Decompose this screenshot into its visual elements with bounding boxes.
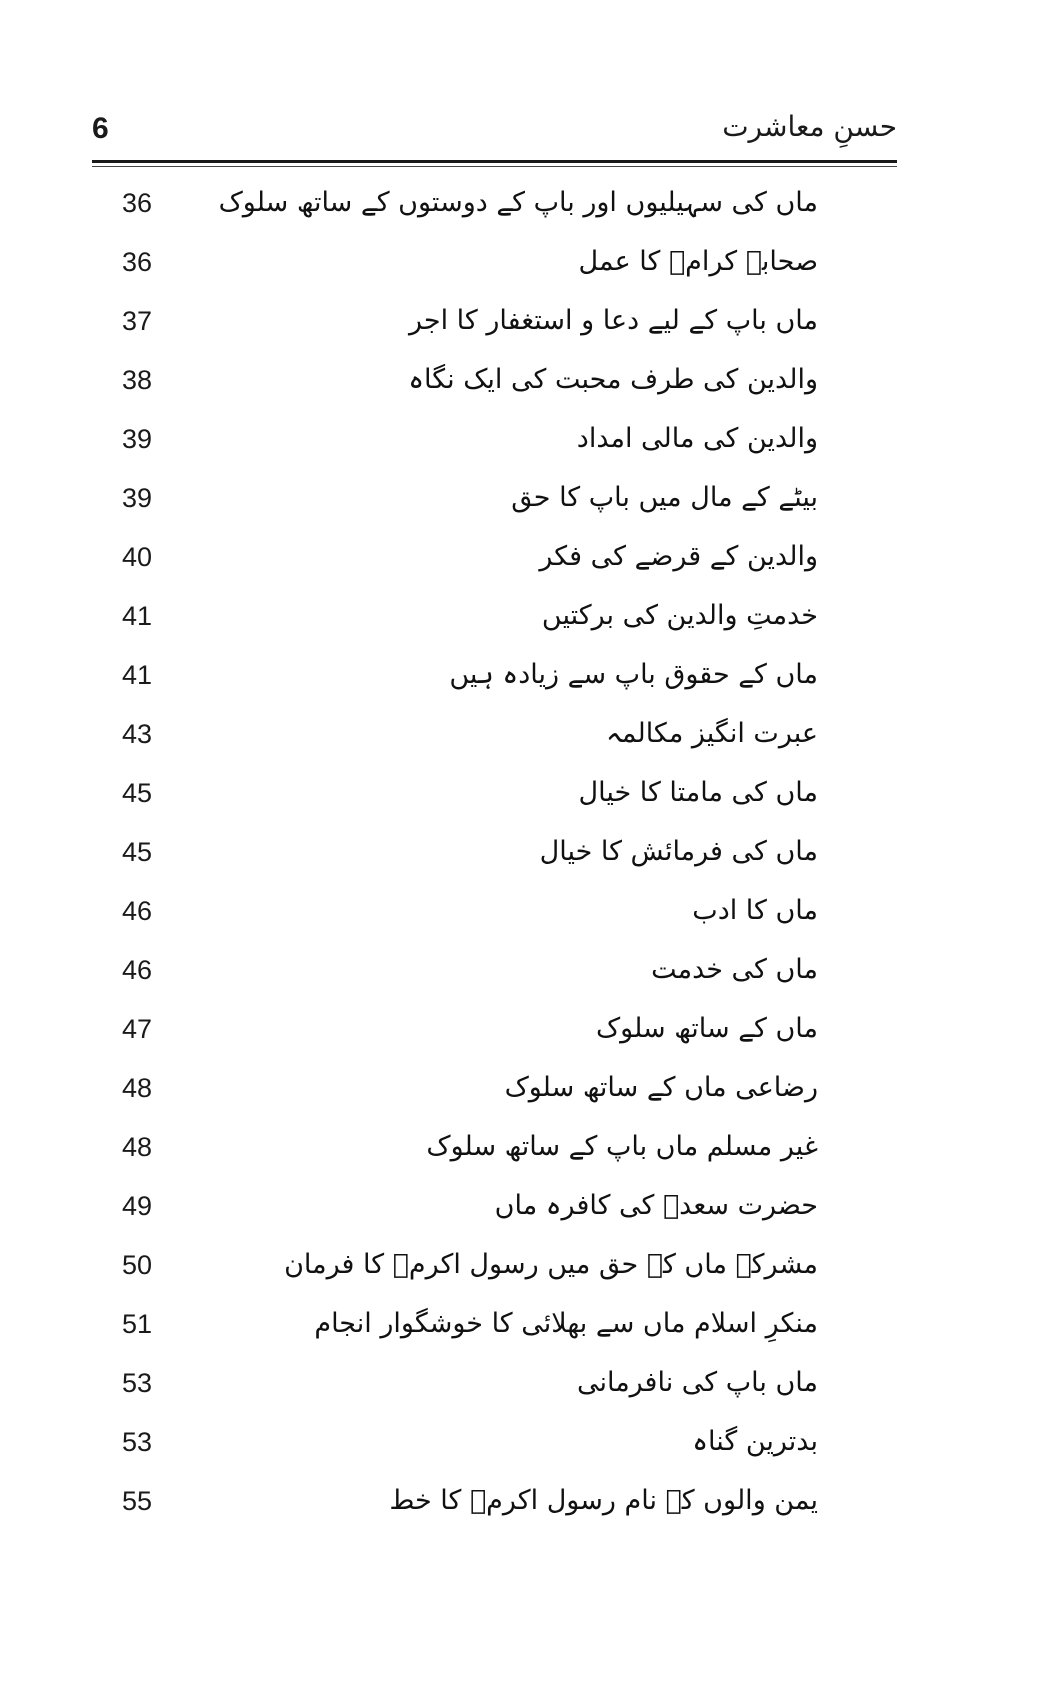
toc-entry	[110, 1356, 818, 1415]
toc-entry-page-number: 49	[122, 1191, 153, 1221]
toc-entry	[110, 353, 818, 412]
toc-entry-title: ماں کی مامتا کا خیال	[578, 777, 818, 808]
toc-entry	[110, 1415, 818, 1474]
toc-entry	[110, 1238, 818, 1297]
page-number: 6	[92, 112, 109, 145]
toc-entry	[110, 471, 818, 530]
toc-entry-page-number: 41	[122, 601, 153, 631]
toc-entry-title: خدمتِ والدین کی برکتیں	[541, 600, 818, 631]
toc-entry-title: والدین کی طرف محبت کی ایک نگاہ	[408, 364, 818, 395]
toc-entry-title: صحابہ کرامؓ کا عمل	[578, 246, 818, 277]
toc-entry	[110, 884, 818, 943]
toc-entry-page-number: 46	[122, 955, 153, 985]
toc-entry-page-number: 48	[122, 1073, 153, 1103]
running-title: حسنِ معاشرت	[722, 110, 897, 143]
toc-entry-page-number: 39	[122, 483, 153, 513]
toc-entry-page-number: 50	[122, 1250, 153, 1280]
toc-entry	[110, 1002, 818, 1061]
toc-entry	[110, 1061, 818, 1120]
toc-entry-page-number: 39	[122, 424, 153, 454]
toc-entry-title: ماں کے ساتھ سلوک	[595, 1013, 818, 1044]
toc-entry	[110, 589, 818, 648]
toc-entry-page-number: 45	[122, 837, 153, 867]
toc-entry	[110, 176, 818, 235]
toc-entry	[110, 1474, 818, 1533]
toc-entry-page-number: 43	[122, 719, 153, 749]
toc-entry	[110, 648, 818, 707]
toc-entry	[110, 943, 818, 1002]
toc-entry-title: بیٹے کے مال میں باپ کا حق	[511, 482, 818, 513]
toc-entry-title: عبرت انگیز مکالمہ	[606, 718, 818, 749]
toc-entry	[110, 412, 818, 471]
toc-entry-page-number: 45	[122, 778, 153, 808]
toc-entry-page-number: 55	[122, 1486, 153, 1516]
page-header	[92, 104, 897, 164]
toc-entry-title: ماں باپ کی نافرمانی	[576, 1367, 818, 1398]
toc-entry-title: بدترین گناہ	[692, 1426, 818, 1457]
toc-entry	[110, 530, 818, 589]
toc-entry-page-number: 51	[122, 1309, 153, 1339]
toc-entry-title: ماں کی فرمائش کا خیال	[539, 836, 818, 867]
toc-entry-title: رضاعی ماں کے ساتھ سلوک	[504, 1072, 818, 1103]
toc-entry-title: یمن والوں کے نام رسول اکرمؐ کا خط	[389, 1485, 818, 1516]
toc-entry	[110, 766, 818, 825]
toc-entry	[110, 1297, 818, 1356]
toc-entry-page-number: 46	[122, 896, 153, 926]
toc-entry-title: غیر مسلم ماں باپ کے ساتھ سلوک	[426, 1131, 818, 1162]
toc-entry-title: منکرِ اسلام ماں سے بھلائی کا خوشگوار انجام	[314, 1308, 818, 1339]
toc-entry	[110, 235, 818, 294]
toc-entry-page-number: 37	[122, 306, 153, 336]
toc-entry-title: والدین کی مالی امداد	[576, 423, 818, 454]
toc-entry-title: ماں کی سہیلیوں اور باپ کے دوستوں کے ساتھ سلوک	[218, 187, 818, 218]
toc-entry-page-number: 48	[122, 1132, 153, 1162]
toc-entry	[110, 294, 818, 353]
toc-entry	[110, 1179, 818, 1238]
toc-entry-title: والدین کے قرضے کی فکر	[539, 541, 818, 572]
toc-entry-page-number: 40	[122, 542, 153, 572]
header-rule	[92, 160, 897, 163]
toc-entry-page-number: 36	[122, 188, 153, 218]
toc-entry-page-number: 47	[122, 1014, 153, 1044]
toc-entry-page-number: 53	[122, 1427, 153, 1457]
toc-entry	[110, 825, 818, 884]
toc-entry-title: ماں کی خدمت	[651, 954, 818, 985]
toc-entry-title: ماں باپ کے لیے دعا و استغفار کا اجر	[409, 305, 818, 336]
toc-entry-page-number: 53	[122, 1368, 153, 1398]
toc-entry-page-number: 38	[122, 365, 153, 395]
toc-entry-title: مشرکہ ماں کے حق میں رسول اکرمؐ کا فرمان	[284, 1249, 818, 1280]
toc-entry-page-number: 36	[122, 247, 153, 277]
toc-entry-page-number: 41	[122, 660, 153, 690]
toc-entry-title: ماں کے حقوق باپ سے زیادہ ہیں	[449, 659, 818, 690]
toc-entry-title: حضرت سعدؓ کی کافرہ ماں	[494, 1190, 818, 1221]
toc-entry	[110, 1120, 818, 1179]
toc-entry	[110, 707, 818, 766]
toc-entry-title: ماں کا ادب	[692, 895, 818, 926]
table-of-contents	[110, 176, 818, 1533]
header-rule-thin	[92, 166, 897, 167]
